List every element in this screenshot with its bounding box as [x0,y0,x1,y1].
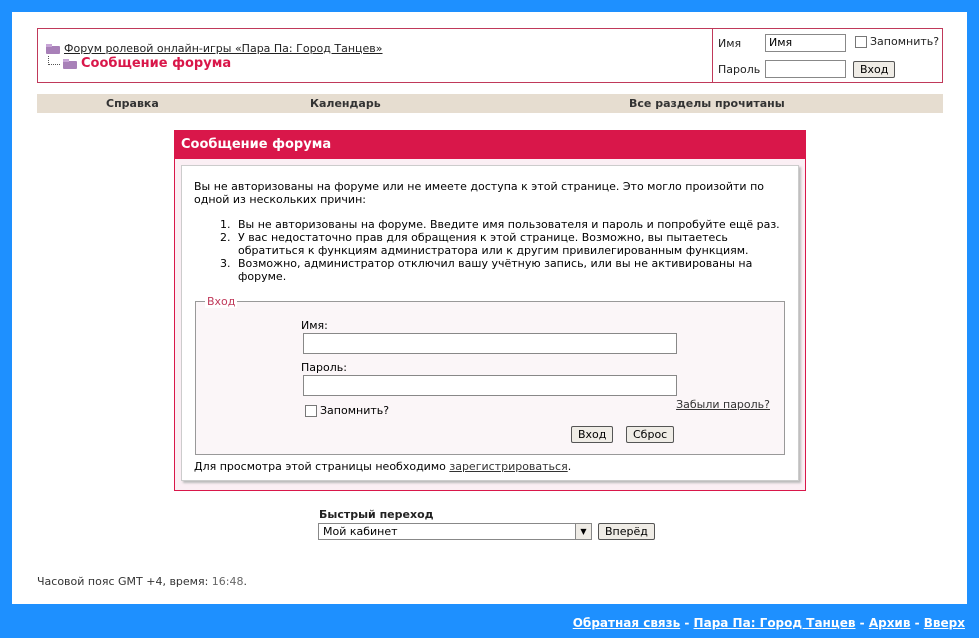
message-intro: Вы не авторизованы на форуме или не имеете доступа к этой странице. Это могло произойти по одной из нескольких причин: [194,180,765,206]
navbar [37,28,943,83]
checkbox-icon[interactable] [855,36,867,48]
folder-open-icon [62,58,78,69]
register-link[interactable]: зарегистрироваться [449,460,568,473]
quick-jump [318,508,655,540]
menu-bar [37,94,943,113]
reasons-list [220,218,780,283]
quick-jump-select[interactable] [318,523,592,540]
list-item: 3. Возможно, администратор отключил вашу учётную запись, или вы не активированы на форуме. [220,257,753,283]
footer-top-link[interactable]: Вверх [923,616,965,630]
remember-checkbox[interactable] [305,404,389,417]
header-remember-label: Запомнить? [870,35,940,48]
footer-feedback-link[interactable]: Обратная связь [572,616,681,630]
menu-help[interactable]: Справка [106,97,159,110]
menu-mark-all-read[interactable]: Все разделы прочитаны [629,97,785,110]
current-time: 16:48 [211,575,244,588]
page-title: Сообщение форума [81,55,232,71]
breadcrumb [45,41,383,71]
remember-label: Запомнить? [320,404,390,417]
header-login-button[interactable]: Вход [853,61,895,78]
chevron-down-icon[interactable]: ▼ [575,524,591,539]
login-button[interactable]: Вход [571,426,613,443]
quick-jump-title: Быстрый переход [319,508,434,521]
header-username-input[interactable]: Имя [765,34,846,52]
password-label: Пароль [718,63,761,76]
footer-site-link[interactable]: Пара Па: Город Танцев [693,616,856,630]
footer-links: Обратная связь - Пара Па: Город Танцев - Архив - Вверх [572,616,965,630]
login-legend: Вход [207,295,236,308]
message-body [181,165,799,481]
register-notice: Для просмотра этой страницы необходимо зарегистрироваться. [194,460,572,473]
folder-icon [45,43,61,54]
forum-home-link[interactable]: Форум ролевой онлайн-игры «Пара Па: Город Танцев» [64,41,383,55]
list-item: 1. Вы не авторизованы на форуме. Введите имя пользователя и пароль и попробуйте ещё раз. [220,218,780,231]
reset-button[interactable]: Сброс [626,426,674,443]
message-panel [174,130,806,491]
header-password-input[interactable] [765,60,846,78]
list-item: 2. У вас недостаточно прав для обращения к этой странице. Возможно, вы пытаетесь обратиться к функциям администратора или к другим привилегированным функциям. [220,231,749,257]
header-login-form [712,29,942,82]
quick-jump-selected: Мой кабинет [323,525,398,538]
forgot-password-link[interactable]: Забыли пароль? [676,398,770,411]
menu-calendar[interactable]: Календарь [310,97,381,110]
password-input[interactable] [303,375,677,396]
header-remember-checkbox[interactable] [855,35,939,48]
timezone-info: Часовой пояс GMT +4, время: 16:48. [37,575,247,588]
footer-archive-link[interactable]: Архив [868,616,911,630]
login-fieldset [195,295,785,455]
tree-line-icon [48,56,60,65]
password-label: Пароль: [301,361,347,374]
message-title: Сообщение форума [175,131,805,159]
username-label: Имя [718,37,742,50]
page [12,12,967,604]
username-input[interactable] [303,333,677,354]
username-label: Имя: [301,319,328,332]
quick-jump-go-button[interactable]: Вперёд [598,523,655,540]
checkbox-icon[interactable] [305,405,317,417]
